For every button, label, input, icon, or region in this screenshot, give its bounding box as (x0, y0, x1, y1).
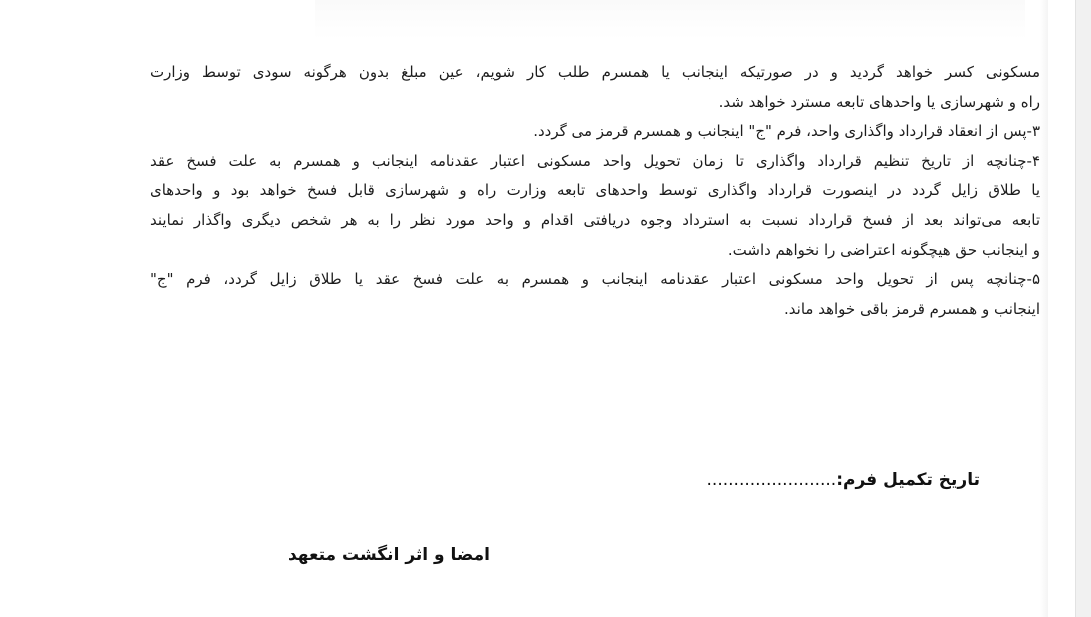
completion-date-placeholder: ........................ (706, 470, 837, 490)
completion-date-label: تاریخ تکمیل فرم: (836, 470, 980, 490)
signature-label: امضا و اثر انگشت متعهد (287, 545, 490, 565)
clause-4: ۴-چنانچه از تاریخ تنظیم قرارداد واگذاری تا زمان تحویل واحد مسکونی اعتبار عقدنامه اینجانب و همسرم به علت فسخ عقد (150, 151, 1040, 170)
scan-edge-shade (1040, 0, 1048, 617)
clause-5: ۵-چنانچه پس از تحویل واحد مسکونی اعتبار عقدنامه اینجانب و همسرم به علت فسخ عقد یا طلاق زایل گردد، فرم "ج" (150, 270, 1040, 289)
document-body (150, 58, 1040, 324)
clause-3: ۳-پس از انعقاد قرارداد واگذاری واحد، فرم "ج" اینجانب و همسرم قرمز می گردد. (533, 122, 1040, 141)
text-line: مسکونی کسر خواهد گردید و در صورتیکه اینجانب یا همسرم طلب کار شویم، عین مبلغ بدون هرگونه سودی توسط وزارت (150, 63, 1040, 81)
text-line: یا طلاق زایل گردد در اینصورت قرارداد واگذاری توسط واحدهای تابعه وزارت راه و شهرسازی قابل فسخ خواهد بود و واحدهای (150, 181, 1040, 200)
text-line: اینجانب و همسرم قرمز باقی خواهد ماند. (784, 299, 1040, 318)
text-line: تابعه می‌تواند بعد از فسخ قرارداد نسبت به استرداد وجوه دریافتی اقدام و واحد مورد نظر را به هر شخص دیگری واگذار نمایند (150, 210, 1040, 229)
scan-top-shade (315, 0, 1025, 40)
text-line: راه و شهرسازی یا واحدهای تابعه مسترد خواهد شد. (718, 92, 1040, 111)
text-line: و اینجانب حق هیچگونه اعتراضی را نخواهم داشت. (727, 240, 1040, 259)
completion-date-row (620, 462, 980, 498)
vertical-scrollbar[interactable] (1075, 0, 1091, 617)
